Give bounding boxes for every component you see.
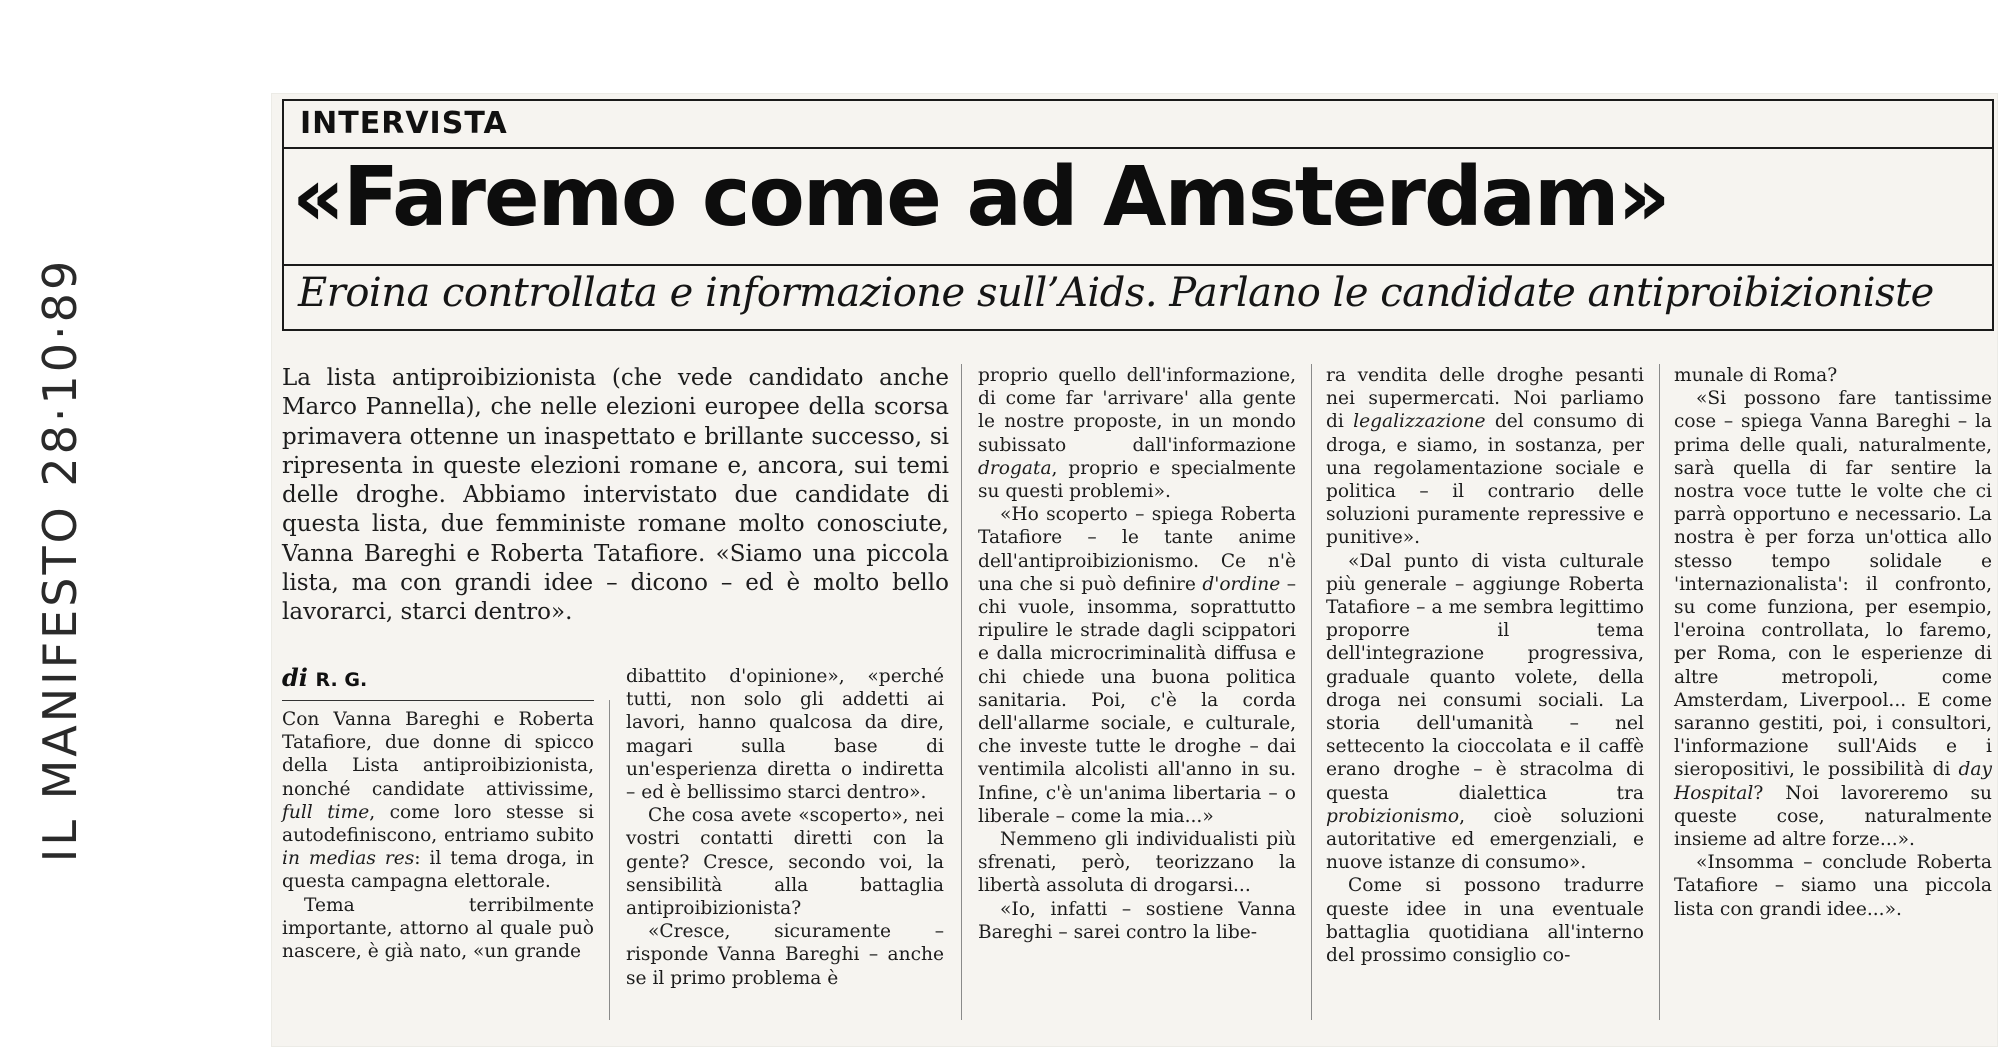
column-divider — [1311, 364, 1312, 1020]
paragraph: ra vendita delle droghe pesanti nei supermercati. Noi parliamo di legalizzazione del consumo di droga, e siamo, in sostanza, per una regolamentazione sociale e politica – il contrario delle soluzioni puramente repressive e punitive». — [1326, 365, 1644, 549]
byline — [282, 663, 367, 692]
kicker-divider — [282, 147, 1994, 149]
column-2 — [626, 665, 944, 990]
paragraph: Nemmeno gli individualisti più sfrenati, però, teorizzano la libertà assoluta di drogarsi... — [978, 829, 1296, 897]
subhead-divider — [282, 264, 1994, 266]
publication-date-note: IL MANIFESTO 28·10·89 — [33, 257, 87, 863]
handwritten-margin-note — [0, 0, 100, 1057]
subheadline: Eroina controllata e informazione sull’Aids. Parlano le candidate antiproibizioniste — [298, 270, 1934, 316]
headline: «Faremo come ad Amsterdam» — [292, 150, 1669, 245]
paragraph: «Insomma – conclude Roberta Tatafiore – siamo una piccola lista con grandi idee...». — [1674, 852, 1992, 920]
paragraph: Tema terribilmente importante, attorno al quale può nascere, è già nato, «un grande — [282, 894, 594, 963]
paragraph: «Dal punto di vista culturale più generale – aggiunge Roberta Tatafiore – a me sembra legittimo proporre il tema dell'integrazione progressiva, graduale quanto volete, della droga nei consumi sociali. La storia dell'umanità – nel settecento la cioccolata e il caffè erano droghe – è stracolma di questa dialettica tra probizionismo, cioè soluzioni autoritative ed emergenziali, e nuove istanze di consumo». — [1326, 550, 1644, 874]
column-5 — [1674, 364, 1992, 921]
paragraph: munale di Roma? — [1674, 365, 1838, 386]
paragraph: dibattito d'opinione», «perché tutti, non solo gli addetti ai lavori, hanno qualcosa da dire, magari sulla base di un'esperienza diretta o indiretta – ed è bellissimo starci dentro». — [626, 666, 944, 804]
byline-divider — [282, 700, 594, 701]
column-3 — [978, 364, 1296, 944]
column-divider — [609, 700, 610, 1020]
paragraph: proprio quello dell'informazione, di come far 'arrivare' alla gente le nostre proposte, in un mondo subissato dall'informazione drogata, proprio e specialmente su questi problemi». — [978, 365, 1296, 503]
paragraph: Come si possono tradurre queste idee in una eventuale battaglia quotidiana all'interno del prossimo consiglio co- — [1326, 875, 1644, 967]
paragraph: Che cosa avete «scoperto», nei vostri contatti diretti con la gente? Cresce, secondo voi, la sensibilità alla battaglia antiproibizionista? — [626, 805, 944, 920]
paragraph: «Cresce, sicuramente – risponde Vanna Bareghi – anche se il primo problema è — [626, 921, 944, 989]
column-divider — [961, 364, 962, 1020]
column-4 — [1326, 364, 1644, 967]
paragraph: «Ho scoperto – spiega Roberta Tatafiore – le tante anime dell'antiproibizionismo. Ce n'è una che si può definire d'ordine – chi vuole, insomma, soprattutto ripulire le strade dagli scippatori e dalla microcriminalità diffusa e chi chiede una buona politica sanitaria. Poi, c'è la corda dell'allarme sociale, e culturale, che investe tutte le droghe – dai ventimila alcolisti all'anno in su. Infine, c'è un'anima libertaria – o liberale – come la mia...» — [978, 504, 1296, 827]
lead-paragraph: La lista antiproibizionista (che vede candidato anche Marco Pannella), che nelle elezioni europee della scorsa primavera ottenne un inaspettato e brillante successo, si ripresenta in queste elezioni romane e, ancora, sui temi delle droghe. Abbiamo intervistato due candidate di questa lista, due femministe romane molto conosciute, Vanna Bareghi e Roberta Tatafiore. «Siamo una piccola lista, ma con grandi idee – dicono – ed è molto bello lavorarci, starci dentro». — [282, 365, 949, 626]
kicker-label: INTERVISTA — [300, 106, 508, 141]
column-1 — [282, 708, 594, 963]
paragraph: Con Vanna Bareghi e Roberta Tatafiore, due donne di spicco della Lista antiproibizionista, nonché candidate attivissime, full time, come loro stesse si autodefiniscono, entriamo subito in medias res: il tema droga, in questa campagna elettorale. — [282, 709, 594, 893]
byline-prefix: di — [282, 663, 308, 692]
paragraph: «Si possono fare tantissime cose – spiega Vanna Bareghi – la prima delle quali, naturalmente, sarà quella di far sentire la nostra voce tutte le volte che ci parrà opportuno e necessario. La nostra è per forza un'ottica allo stesso tempo solidale e 'internazionalista': il confronto, su come funziona, per esempio, l'eroina controllata, lo faremo, per Roma, con le esperienze di altre metropoli, come Amsterdam, Liverpool... E come saranno gestiti, poi, i consultori, l'informazione sull'Aids e i sieropositivi, le possibilità di day Hospital? Noi lavoreremo su queste cose, naturalmente insieme ad altre forze...». — [1674, 388, 1992, 851]
paragraph: «Io, infatti – sostiene Vanna Bareghi – sarei contro la libe- — [978, 898, 1296, 943]
column-divider — [1659, 364, 1660, 1020]
byline-author: R. G. — [315, 669, 368, 691]
